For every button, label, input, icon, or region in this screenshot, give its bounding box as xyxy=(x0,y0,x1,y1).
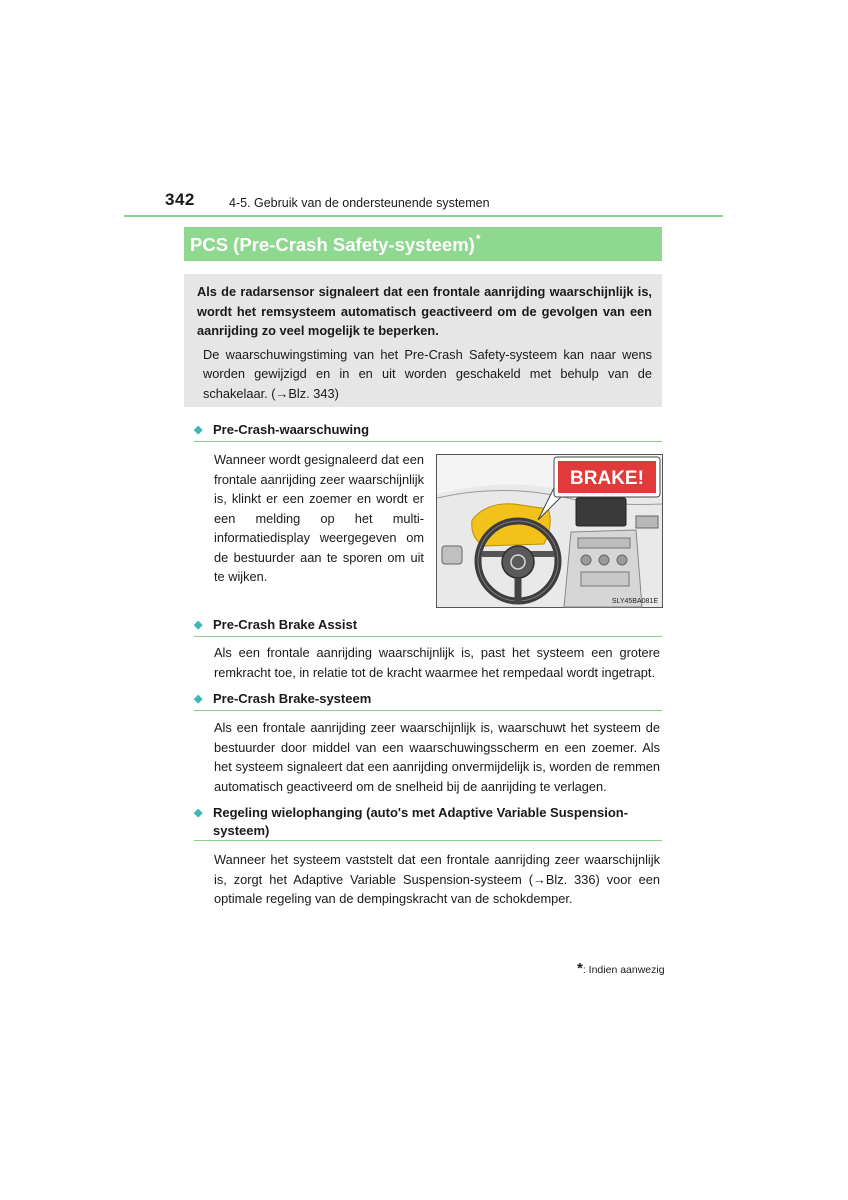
title-text: PCS (Pre-Crash Safety-systeem) xyxy=(190,234,475,255)
header-rule xyxy=(124,215,723,217)
section-text-brake-assist: Als een frontale aanrijding waarschijnlijk is, past het systeem een grotere remkracht toe, in relatie tot de kracht waarmee het rempedaal wordt ingetrapt. xyxy=(214,645,660,680)
diamond-bullet-icon: ◆ xyxy=(194,424,203,436)
diamond-bullet-icon: ◆ xyxy=(194,807,203,819)
footnote-star: * xyxy=(577,960,583,977)
section-title: Pre-Crash Brake-systeem xyxy=(213,691,372,706)
intro-note-text: De waarschuwingstiming van het Pre-Crash Safety-systeem kan naar wens worden gewijzigd en in en uit worden geschakeld met behulp van de schakelaar. (→Blz. 343) xyxy=(203,346,652,401)
footnote-marker: * xyxy=(475,232,481,246)
dashboard-illustration xyxy=(436,454,663,608)
diamond-bullet-icon: ◆ xyxy=(194,693,203,705)
section-heading-brake-assist xyxy=(194,616,662,637)
section-heading-warning xyxy=(194,421,662,442)
illustration-code: SLY45BA081E xyxy=(611,598,658,605)
running-head: 4-5. Gebruik van de ondersteunende systemen xyxy=(229,196,490,210)
section-heading-suspension xyxy=(194,804,662,841)
section-text-suspension: Wanneer het systeem vaststelt dat een frontale aanrijding zeer waarschijnlijk is, zorgt het Adaptive Variable Suspension-systeem (→Blz. 336) voor een optimale regeling van de dempingskracht van de schokdemper. xyxy=(214,852,660,906)
diamond-bullet-icon: ◆ xyxy=(194,619,203,631)
page-number: 342 xyxy=(165,190,195,209)
section-heading-brake-system xyxy=(194,690,662,711)
footnote xyxy=(577,960,665,977)
section-title: Pre-Crash-waarschuwing xyxy=(213,422,370,437)
section-text-warning: Wanneer wordt gesignaleerd dat een frontale aanrijding zeer waarschijnlijk is, klinkt er een zoemer en wordt er een melding op het multi-informatiedisplay weergegeven om de bestuurder aan te sporen om uit te wijken. xyxy=(214,452,424,584)
page-title xyxy=(184,227,662,261)
footnote-text: : Indien aanwezig xyxy=(582,964,665,976)
section-title: Regeling wielophanging (auto's met Adaptive Variable Suspension-systeem) xyxy=(213,805,629,838)
dashboard-illustration-svg xyxy=(436,454,663,608)
intro-bold-text: Als de radarsensor signaleert dat een frontale aanrijding waarschijnlijk is, wordt het remsysteem automatisch geactiveerd om de gevolgen van een aanrijding zo veel mogelijk te beperken. xyxy=(197,284,652,338)
intro-box xyxy=(184,274,662,407)
section-text-brake-system: Als een frontale aanrijding zeer waarschijnlijk is, waarschuwt het systeem de bestuurder door middel van een waarschuwingsscherm en een zoemer. Als het systeem signaleert dat een aanrijding onvermijdelijk is, worden de remmen automatisch geactiveerd om de snelheid bij de aanrijding te verlagen. xyxy=(214,720,660,794)
brake-callout-text: BRAKE! xyxy=(570,468,644,489)
section-title: Pre-Crash Brake Assist xyxy=(213,617,358,632)
